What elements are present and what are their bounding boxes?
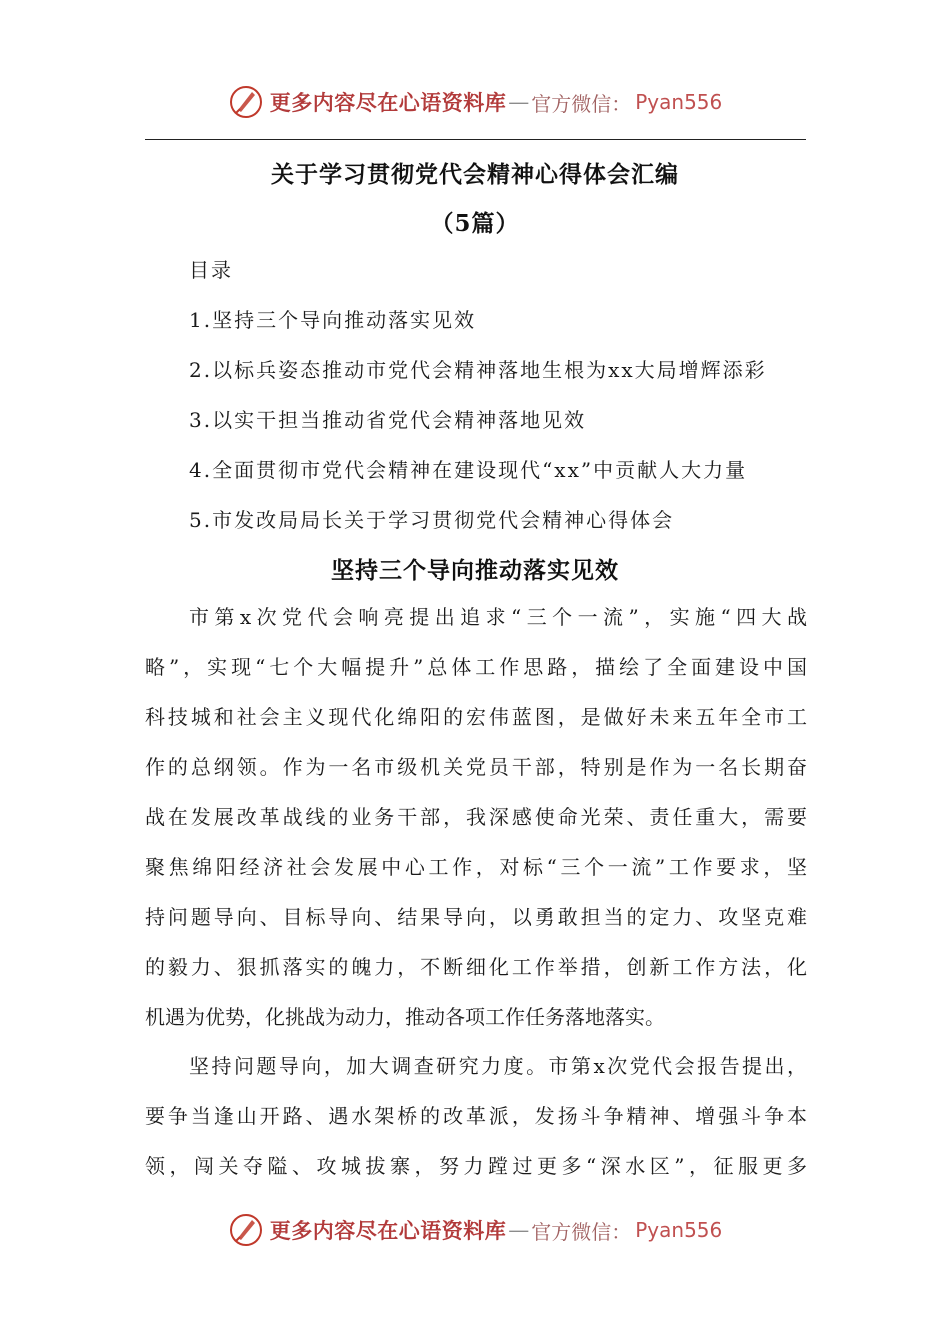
toc-item: 3.以实干担当推动省党代会精神落地见效 xyxy=(189,408,587,432)
paragraph-1 xyxy=(145,597,807,1047)
paragraph-line: 领，闯关夺隘、攻城拔寨，努力蹚过更多“深水区”，征服更多 xyxy=(145,1154,807,1178)
paragraph-line: 战在发展改革战线的业务干部，我深感使命光荣、责任重大，需要 xyxy=(145,805,807,829)
paragraph-line: 略”，实现“七个大幅提升”总体工作思路，描绘了全面建设中国 xyxy=(145,655,807,679)
paragraph-line: 的毅力、狠抓落实的魄力，不断细化工作举措，创新工作方法，化 xyxy=(145,955,807,979)
paragraph-line: 科技城和社会主义现代化绵阳的宏伟蓝图，是做好未来五年全市工 xyxy=(145,705,807,729)
banner-wechat-id: Pyan556 xyxy=(635,1218,723,1242)
paragraph-2 xyxy=(145,1046,807,1196)
banner-dash: — xyxy=(508,90,530,114)
toc-item: 1.坚持三个导向推动落实见效 xyxy=(189,308,477,332)
banner-wechat-label: 官方微信： xyxy=(531,1219,632,1244)
document-title: 关于学习贯彻党代会精神心得体会汇编 xyxy=(271,161,679,188)
footer-watermark-banner xyxy=(0,1208,950,1252)
paragraph-line: 坚持问题导向，加大调查研究力度。市第x次党代会报告提出， xyxy=(189,1054,807,1078)
paragraph-line: 持问题导向、目标导向、结果导向，以勇敢担当的定力、攻坚克难 xyxy=(145,905,807,929)
toc-heading: 目录 xyxy=(189,258,233,282)
header-watermark-banner xyxy=(0,80,950,124)
paragraph-line: 聚焦绵阳经济社会发展中心工作，对标“三个一流”工作要求，坚 xyxy=(145,855,807,879)
paragraph-line: 市第x次党代会响亮提出追求“三个一流”，实施“四大战 xyxy=(189,605,807,629)
quill-logo-icon xyxy=(228,84,264,120)
banner-site-text: 更多内容尽在心语资料库 xyxy=(269,1218,507,1243)
paragraph-line: 要争当逢山开路、遇水架桥的改革派，发扬斗争精神、增强斗争本 xyxy=(145,1104,807,1128)
section-title: 坚持三个导向推动落实见效 xyxy=(331,557,619,584)
toc-item: 4.全面贯彻市党代会精神在建设现代“xx”中贡献人大力量 xyxy=(189,458,748,482)
banner-dash: — xyxy=(508,1218,530,1242)
paragraph-line: 作的总纲领。作为一名市级机关党员干部，特别是作为一名长期奋 xyxy=(145,755,807,779)
toc-item: 2.以标兵姿态推动市党代会精神落地生根为xx大局增辉添彩 xyxy=(189,358,767,382)
toc-item: 5.市发改局局长关于学习贯彻党代会精神心得体会 xyxy=(189,508,675,532)
document-subtitle: （5篇） xyxy=(430,210,520,237)
banner-wechat-label: 官方微信： xyxy=(531,91,632,116)
paragraph-line: 机遇为优势，化挑战为动力，推动各项工作任务落地落实。 xyxy=(145,1005,665,1029)
banner-wechat-id: Pyan556 xyxy=(635,90,723,114)
header-divider xyxy=(145,139,806,140)
table-of-contents xyxy=(189,254,767,554)
quill-logo-icon xyxy=(228,1212,264,1248)
banner-site-text: 更多内容尽在心语资料库 xyxy=(269,90,507,115)
